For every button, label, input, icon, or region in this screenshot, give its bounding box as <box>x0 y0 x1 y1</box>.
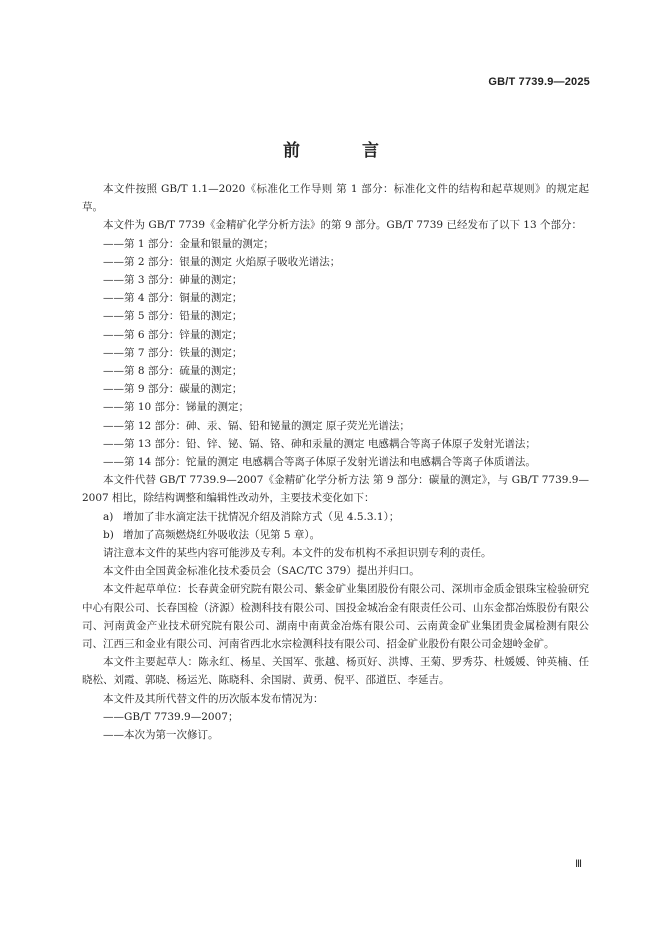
list-item: ——第 8 部分：硫量的测定； <box>103 365 243 378</box>
standard-number: GB/T 7739.9—2025 <box>488 76 590 88</box>
list-item: ——第 9 部分：碳量的测定； <box>103 383 243 396</box>
list-item <box>82 508 589 526</box>
list-item: ——第 14 部分：铊量的测定 电感耦合等离子体原子发射光谱法和电感耦合等离子体质谱法。 <box>103 456 536 469</box>
page-number: Ⅲ <box>575 859 582 870</box>
list-marker: a) <box>103 510 114 523</box>
intro-paragraph: 本文件按照 GB/T 1.1—2020《标准化工作导则 第 1 部分：标准化文件的结构和起草规则》的规定起草。 <box>82 183 589 214</box>
list-item: ——第 4 部分：铜量的测定； <box>103 292 243 305</box>
list-item: ——第 2 部分：银量的测定 火焰原子吸收光谱法； <box>103 255 341 268</box>
drafting-units: 本文件起草单位：长春黄金研究院有限公司、紫金矿业集团股份有限公司、深圳市金质金银珠宝检验研究中心有限公司、长春国检（济源）检测科技有限公司、国投金城冶金有限责任公司、山东金都冶炼股份有限公司、河南黄金产业技术研究院有限公司、湖南中南黄金冶炼有限公司、云南黄金矿业集团贵金属检测有限公司、江西三和金业有限公司、河南省西北水宗检测科技有限公司、招金矿业股份有限公司金翅岭金矿。 <box>82 583 589 651</box>
list-item: ——第 13 部分：铅、锌、铋、镉、铬、砷和汞量的测定 电感耦合等离子体原子发射光谱法； <box>103 437 536 450</box>
patent-notice: 请注意本文件的某些内容可能涉及专利。本文件的发布机构不承担识别专利的责任。 <box>103 547 492 560</box>
list-item: ——第 12 部分：砷、汞、镉、铅和铋量的测定 原子荧光光谱法； <box>103 419 410 432</box>
list-item: ——第 10 部分：锑量的测定； <box>103 401 250 414</box>
proposed-by: 本文件由全国黄金标准化技术委员会（SAC/TC 379）提出并归口。 <box>103 565 420 578</box>
page-title: 前 言 <box>283 141 407 161</box>
foreword-body <box>82 180 589 744</box>
list-item: ——第 1 部分：金量和银量的测定； <box>103 237 274 250</box>
change-text: 增加了高频燃烧红外吸收法（见第 5 章）。 <box>123 528 321 541</box>
drafters: 本文件主要起草人：陈永红、杨星、关国军、张越、杨页好、洪博、王菊、罗秀芬、杜媛媛、钟英楠、任晓松、刘霞、郭晓、杨运光、陈晓科、余国尉、黄勇、倪平、邵道臣、李延吉。 <box>82 656 589 687</box>
history-intro: 本文件及其所代替文件的历次版本发布情况为： <box>103 692 324 705</box>
list-item: ——第 5 部分：铅量的测定； <box>103 310 243 323</box>
list-item: ——第 3 部分：砷量的测定； <box>103 274 243 287</box>
list-item: ——本次为第一次修订。 <box>103 729 219 742</box>
changes-list <box>82 508 589 544</box>
parts-list <box>82 235 589 472</box>
list-marker: b) <box>103 528 114 541</box>
list-item: ——第 7 部分：铁量的测定； <box>103 346 243 359</box>
list-item: ——第 6 部分：锌量的测定； <box>103 328 243 341</box>
list-item: ——GB/T 7739.9—2007； <box>103 710 239 723</box>
intro-paragraph: 本文件为 GB/T 7739《金精矿化学分析方法》的第 9 部分。GB/T 7739 已经发布了以下 13 个部分： <box>103 219 582 232</box>
history-list <box>82 708 589 744</box>
replace-paragraph: 本文件代替 GB/T 7739.9—2007《金精矿化学分析方法 第 9 部分：碳量的测定》，与 GB/T 7739.9—2007 相比，除结构调整和编辑性改动外，主要技术变化如下： <box>82 474 589 505</box>
change-text: 增加了非水滴定法干扰情况介绍及消除方式（见 4.5.3.1）； <box>123 510 400 523</box>
list-item <box>82 526 589 544</box>
